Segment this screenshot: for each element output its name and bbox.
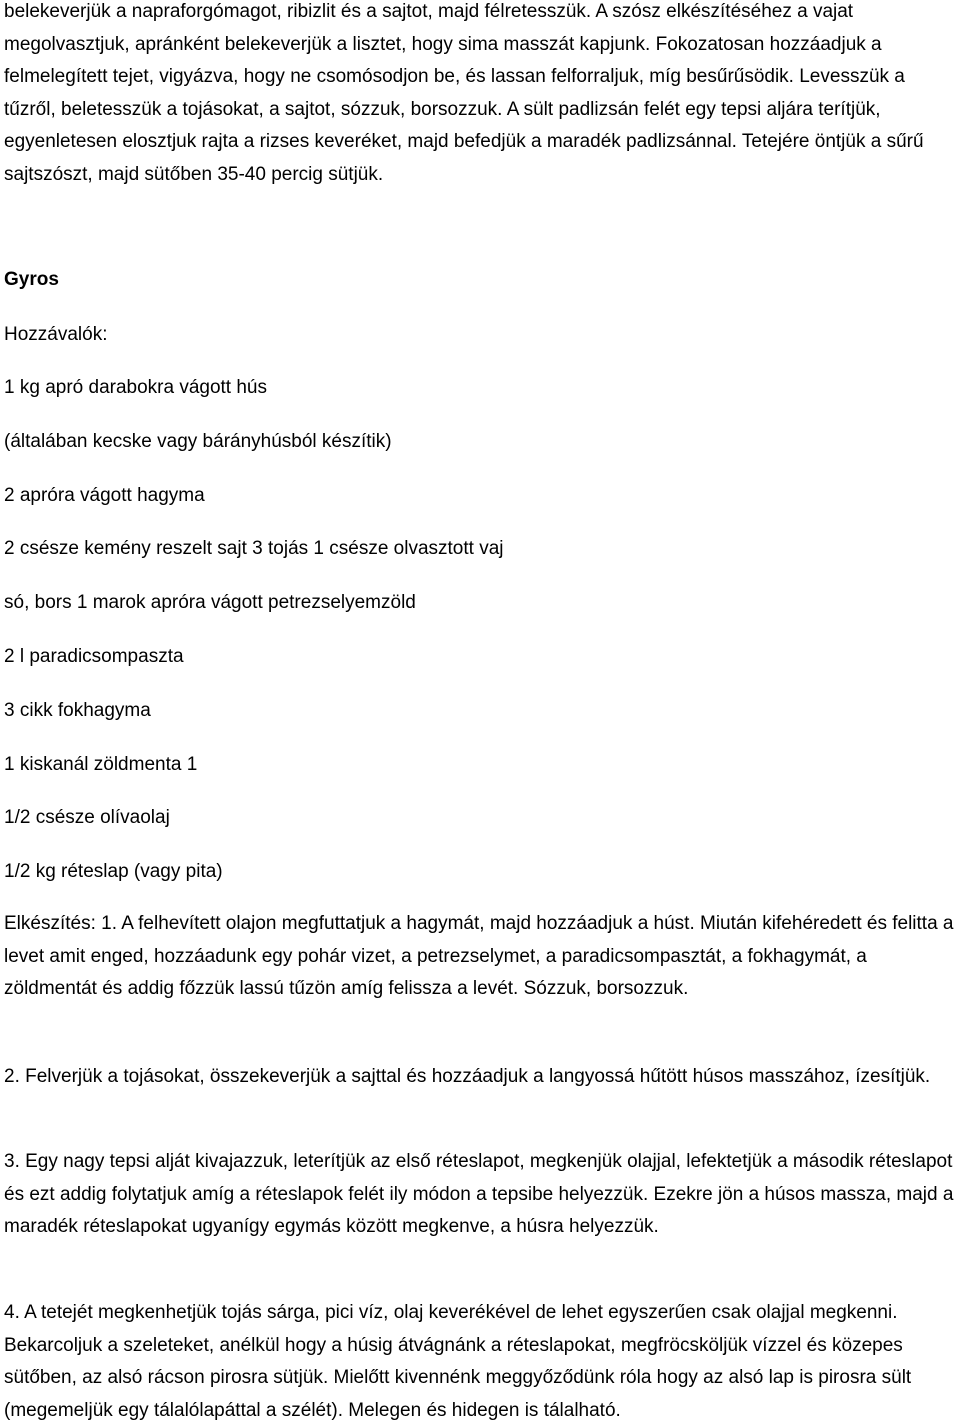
ingredient-item: 1 kg apró darabokra vágott hús [4,377,268,398]
recipe-title: Gyros [4,269,59,290]
ingredient-item: só, bors 1 marok apróra vágott petrezselyemzöld [4,592,416,614]
ingredients-heading: Hozzávalók: [4,324,108,345]
intro-paragraph: belekeverjük a napraforgómagot, ribizlit és a sajtot, majd félretesszük. A szósz elkészítéséhez a vajat megolvasztjuk, apránként belekeverjük a lisztet, hogy sima masszát kapjunk. Fokozatosan hozzáadjuk a felmelegített tejet, vigyázva, hogy ne csomósodjon be, és lassan felforraljuk, míg besűrűsödik. Levesszük a tűzről, beletesszük a tojásokat, a sajtot, sózzuk, borsozzuk. A sült padlizsán felét egy tepsi aljára terítjük, egyenletesen elosztjuk rajta a rizses keveréket, majd befedjük a maradék padlizsánnal. Tetejére öntjük a sűrű sajtszószt, majd sütőben 35-40 percig sütjük. [4,1,924,185]
preparation-step-4: 4. A tetejét megkenhetjük tojás sárga, pici víz, olaj keverékével de lehet egyszerűen csak olajjal megkenni. Bekarcoljuk a szeleteket, anélkül hogy a húsig átvágnánk a réteslapokat, megfröcsköljük vízzel és közepes sütőben, az alsó rácson pirosra sütjük. Mielőtt kivennénk meggyőződünk róla hogy az alsó lap is pirosra sült (megemeljük egy tálalólapáttal a szélét). Melegen és hidegen is tálalható. [4,1302,912,1421]
ingredient-item: 1 kiskanál zöldmenta 1 [4,753,198,775]
ingredient-item: 3 cikk fokhagyma [4,699,151,721]
ingredient-item: 2 l paradicsompaszta [4,645,184,667]
ingredient-list [4,372,504,910]
ingredient-item: 2 csésze kemény reszelt sajt 3 tojás 1 csésze olvasztott vaj [4,538,504,560]
ingredient-item: 1/2 kg réteslap (vagy pita) [4,861,223,883]
preparation-step-3: 3. Egy nagy tepsi alját kivajazzuk, leterítjük az első réteslapot, megkenjük olajjal, lefektetjük a második réteslapot és ezt addig folytatjuk amíg a réteslapok felét ily módon a tepsibe helyezzük. Ezekre jön a húsos massza, majd a maradék réteslapokat ugyanígy egymás között megkenve, a húsra helyezzük. [4,1151,954,1237]
ingredient-item: 1/2 csésze olívaolaj [4,807,170,829]
ingredient-item: 2 apróra vágott hagyma [4,484,205,506]
ingredient-item: (általában kecske vagy bárányhúsból készítik) [4,430,392,452]
preparation-step-1: Elkészítés: 1. A felhevített olajon megfuttatjuk a hagymát, majd hozzáadjuk a húst. Miután kifehéredett és felitta a levet amit enged, hozzáadunk egy pohár vizet, a petrezselymet, a paradicsompasztát, a fokhagymát, a zöldmentát és addig főzzük lassú tűzön amíg felissza a levét. Sózzuk, borsozzuk. [4,913,954,999]
preparation-step-2: 2. Felverjük a tojásokat, összekeverjük a sajttal és hozzáadjuk a langyossá hűtött húsos masszához, ízesítjük. [4,1066,931,1087]
